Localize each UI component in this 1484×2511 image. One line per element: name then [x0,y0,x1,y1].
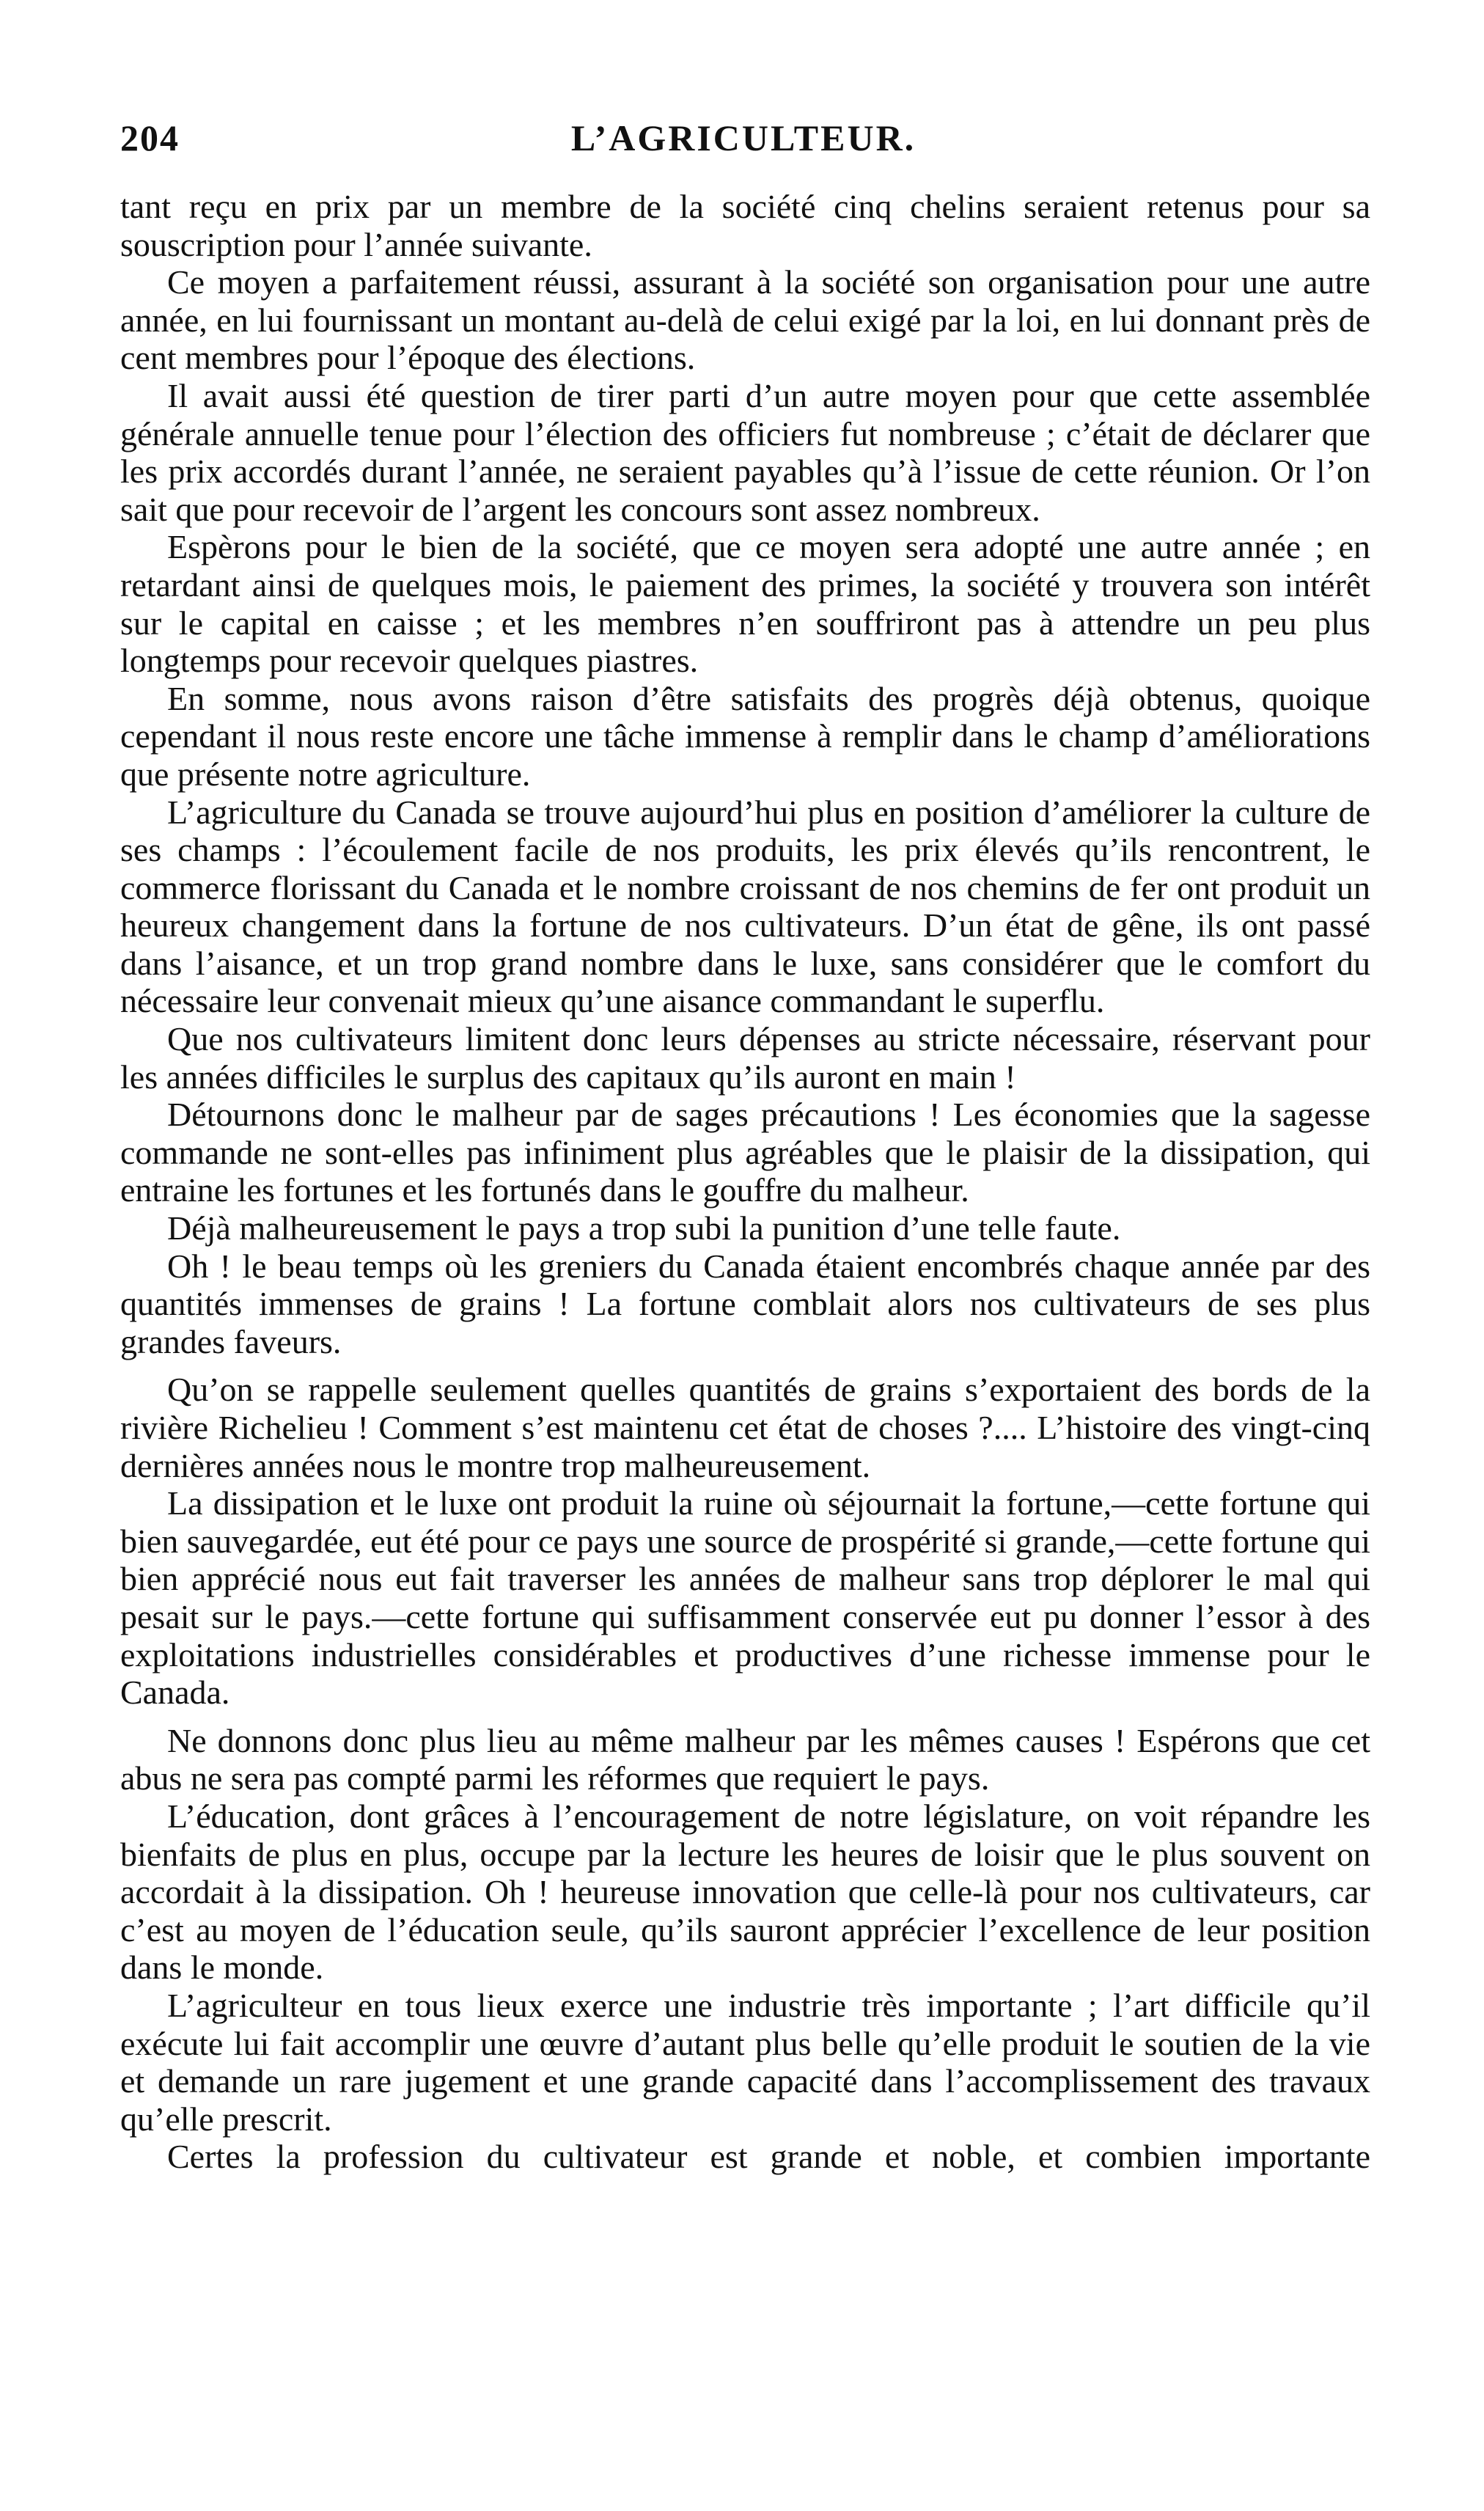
paragraph: Détournons donc le malheur par de sages précautions ! Les économies que la sagesse commande ne sont-elles pas infiniment plus agréables que le plaisir de la dissipation, qui entraine les fortunes et les fortunés dans le gouffre du malheur. [120,1096,1370,1209]
paragraph: Qu’on se rappelle seulement quelles quantités de grains s’exportaient des bords de la rivière Richelieu ! Comment s’est maintenu cet état de choses ?.... L’histoire des vingt-cinq dernières années nous le montre trop malheureusement. [120,1371,1370,1484]
paragraph: Ne donnons donc plus lieu au même malheur par les mêmes causes ! Espérons que cet abus ne sera pas compté parmi les réformes que requiert le pays. [120,1721,1370,1797]
paragraph: Oh ! le beau temps où les greniers du Canada étaient encombrés chaque année par des quantités immenses de grains ! La fortune comblait alors nos cultivateurs de ses plus grandes faveurs. [120,1247,1370,1360]
paragraph: Déjà malheureusement le pays a trop subi la punition d’une telle faute. [167,1209,1121,1247]
paragraph: L’agriculteur en tous lieux exerce une industrie très importante ; l’art difficile qu’il exécute lui fait accomplir une œuvre d’autant plus belle qu’elle produit le soutien de la vie et demande un rare jugement et une grande capacité dans l’accomplissement des travaux qu’elle prescrit. [120,1986,1370,2138]
body-text [120,188,1370,2176]
paragraph: L’agriculture du Canada se trouve aujourd’hui plus en position d’améliorer la culture de ses champs : l’écoulement facile de nos produits, les prix élevés qu’ils rencontrent, le commerce florissant du Canada et le nombre croissant de nos chemins de fer ont produit un heureux changement dans la fortune de nos cultivateurs. D’un état de gêne, ils ont passé dans l’aisance, et un trop grand nombre dans le luxe, sans considérer que le comfort du nécessaire leur convenait mieux qu’une aisance commandant le superflu. [120,793,1370,1020]
page-number: 204 [120,117,180,158]
paragraph: Espèrons pour le bien de la société, que ce moyen sera adopté une autre année ; en retardant ainsi de quelques mois, le paiement des primes, la société y trouvera son intérêt sur le capital en caisse ; et les membres n’en souffriront pas à attendre un peu plus longtemps pour recevoir quelques piastres. [120,528,1370,680]
paragraph: La dissipation et le luxe ont produit la ruine où séjournait la fortune,—cette fortune qui bien sauvegardée, eut été pour ce pays une source de prospérité si grande,—cette fortune qui bien apprécié nous eut fait traverser les années de malheur sans trop déplorer le mal qui pesait sur le pays.—cette fortune qui suffisamment conservée eut pu donner l’essor à des exploitations industrielles considérables et productives d’une richesse immense pour le Canada. [120,1484,1370,1712]
paragraph: Certes la profession du cultivateur est grande et noble, et combien importante [167,2138,1370,2176]
paragraph: Que nos cultivateurs limitent donc leurs dépenses au stricte nécessaire, réservant pour les années difficiles le surplus des capitaux qu’ils auront en main ! [120,1020,1370,1096]
paragraph: L’éducation, dont grâces à l’encouragement de notre législature, on voit répandre les bienfaits de plus en plus, occupe par la lecture les heures de loisir que le plus souvent on accordait à la dissipation. Oh ! heureuse innovation que celle-là pour nos cultivateurs, car c’est au moyen de l’éducation seule, qu’ils sauront apprécier l’excellence de leur position dans le monde. [120,1797,1370,1987]
page-header [120,109,1367,167]
running-title: L’AGRICULTEUR. [570,117,917,158]
paragraph: Il avait aussi été question de tirer parti d’un autre moyen pour que cette assemblée générale annuelle tenue pour l’élection des officiers fut nombreuse ; c’était de déclarer que les prix accordés durant l’année, ne seraient payables qu’à l’issue de cette réunion. Or l’on sait que pour recevoir de l’argent les concours sont assez nombreux. [120,376,1370,528]
paragraph: En somme, nous avons raison d’être satisfaits des progrès déjà obtenus, quoique cependant il nous reste encore une tâche immense à remplir dans le champ d’améliorations que présente notre agriculture. [120,679,1370,793]
paragraph: Ce moyen a parfaitement réussi, assurant à la société son organisation pour une autre année, en lui fournissant un montant au-delà de celui exigé par la loi, en lui donnant près de cent membres pour l’époque des élections. [120,263,1370,377]
paragraph: tant reçu en prix par un membre de la société cinq chelins seraient retenus pour sa souscription pour l’année suivante. [120,188,1370,263]
